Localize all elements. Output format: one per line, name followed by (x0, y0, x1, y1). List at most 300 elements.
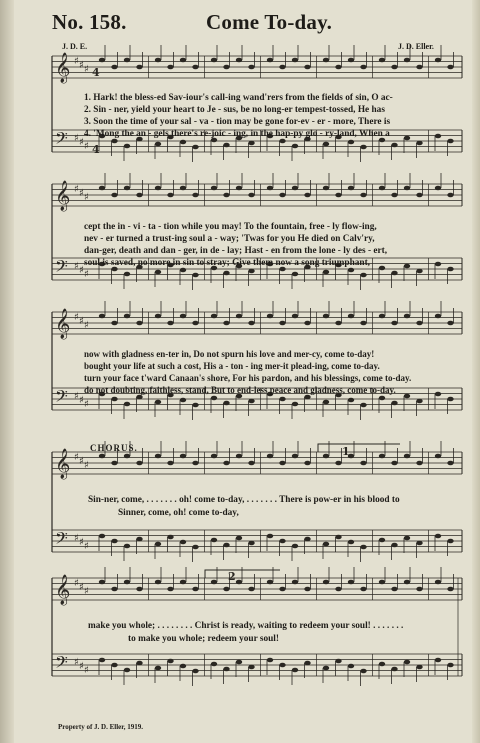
note-head (323, 454, 329, 459)
note-head (192, 321, 198, 326)
note-head (155, 314, 161, 319)
note-head (360, 65, 366, 70)
music-credit: J. D. Eller. (398, 42, 434, 51)
note-head (136, 461, 142, 466)
note-head (279, 461, 285, 466)
sharp-icon: ♯ (74, 657, 79, 668)
note-head (379, 662, 385, 667)
note-head (111, 663, 117, 668)
sharp-icon: ♯ (84, 665, 89, 676)
note-head (279, 397, 285, 402)
note-head (279, 321, 285, 326)
note-head (360, 669, 366, 674)
note-head (379, 186, 385, 191)
copyright-footer: Property of J. D. Eller, 1919. (58, 723, 143, 731)
hymn-title: Come To-day. (206, 10, 333, 34)
note-head (379, 396, 385, 401)
note-head (292, 454, 298, 459)
note-head (279, 539, 285, 544)
note-head (223, 587, 229, 592)
note-head (136, 65, 142, 70)
note-head (416, 321, 422, 326)
sharp-icon: ♯ (79, 582, 84, 593)
sharp-icon: ♯ (79, 188, 84, 199)
lyric-line: soul is saved, no more in sin to stray; Give them now a song triumphant, (84, 258, 370, 268)
note-head (348, 664, 354, 669)
note-head (304, 537, 310, 542)
note-head (323, 142, 329, 147)
note-head (111, 193, 117, 198)
note-head (124, 402, 130, 407)
note-head (360, 461, 366, 466)
note-head (304, 587, 310, 592)
note-head (360, 321, 366, 326)
note-head (155, 58, 161, 63)
note-head (248, 587, 254, 592)
note-head (248, 399, 254, 404)
note-head (180, 580, 186, 585)
note-head (211, 396, 217, 401)
note-head (192, 545, 198, 550)
note-head (99, 534, 105, 539)
note-head (155, 454, 161, 459)
note-head (155, 270, 161, 275)
note-head (211, 538, 217, 543)
note-head (236, 454, 242, 459)
note-head (267, 314, 273, 319)
note-head (292, 544, 298, 549)
note-head (99, 658, 105, 663)
note-head (124, 144, 130, 149)
note-head (348, 58, 354, 63)
note-head (323, 58, 329, 63)
lyric-line: turn your face t'ward Canaan's shore, For his pardon, and his blessings, come to-day. (84, 373, 412, 383)
note-head (435, 392, 441, 397)
note-head (223, 271, 229, 276)
note-head (167, 461, 173, 466)
bass-clef-icon: 𝄢 (55, 386, 68, 410)
note-head (236, 314, 242, 319)
note-head (111, 65, 117, 70)
note-head (124, 58, 130, 63)
note-head (279, 65, 285, 70)
bass-clef-icon: 𝄢 (55, 256, 68, 280)
note-head (180, 140, 186, 145)
note-head (124, 186, 130, 191)
note-head (304, 661, 310, 666)
note-head (124, 454, 130, 459)
note-head (292, 668, 298, 673)
volta-1-label: 1 (342, 445, 350, 458)
note-head (155, 666, 161, 671)
note-head (267, 186, 273, 191)
sharp-icon: ♯ (74, 184, 79, 195)
sharp-icon: ♯ (84, 269, 89, 280)
bass-clef-icon: 𝄢 (55, 128, 68, 152)
note-head (416, 587, 422, 592)
note-head (335, 587, 341, 592)
note-head (180, 398, 186, 403)
volta-2-bracket (205, 570, 280, 578)
note-head (223, 461, 229, 466)
note-head (435, 534, 441, 539)
note-head (416, 399, 422, 404)
note-head (180, 58, 186, 63)
note-head (304, 321, 310, 326)
lyric-line: 2. Sin - ner, yield your heart to Je - sus, be no long-er tempest-tossed, He has (84, 105, 385, 115)
note-head (391, 667, 397, 672)
note-head (292, 58, 298, 63)
verse-block-2 (84, 221, 387, 269)
note-head (379, 580, 385, 585)
note-head (404, 58, 410, 63)
note-head (248, 461, 254, 466)
note-head (192, 403, 198, 408)
note-head (211, 314, 217, 319)
note-head (279, 663, 285, 668)
note-head (124, 544, 130, 549)
note-head (447, 267, 453, 272)
note-head (360, 403, 366, 408)
note-head (435, 658, 441, 663)
hymn-number: No. 158. (52, 10, 127, 34)
note-head (267, 658, 273, 663)
note-head (416, 541, 422, 546)
note-head (404, 660, 410, 665)
verse-block-1 (84, 92, 393, 140)
note-head (223, 401, 229, 406)
note-head (416, 461, 422, 466)
note-head (447, 321, 453, 326)
note-head (360, 587, 366, 592)
words-credit: J. D. E. (62, 42, 88, 51)
note-head (279, 193, 285, 198)
note-head (391, 193, 397, 198)
treble-clef-icon: 𝄞 (55, 575, 71, 605)
note-head (391, 401, 397, 406)
note-head (379, 58, 385, 63)
sharp-icon: ♯ (84, 141, 89, 152)
chorus-label: CHORUS. (90, 443, 138, 453)
note-head (223, 543, 229, 548)
chorus-lyrics-1b (118, 507, 239, 519)
lyric-line: Sin-ner, come, . . . . . . . oh! come to-day, . . . . . . . There is pow-er in his blood to (88, 495, 400, 505)
note-head (404, 580, 410, 585)
note-head (111, 397, 117, 402)
sharp-icon: ♯ (74, 578, 79, 589)
lyric-line: 1. Hark! the bless-ed Sav-iour's call-ing wand'rers from the fields of sin, O ac- (84, 93, 393, 103)
note-head (136, 661, 142, 666)
sharp-icon: ♯ (74, 261, 79, 272)
note-head (435, 262, 441, 267)
note-head (180, 186, 186, 191)
lyric-line: cept the in - vi - ta - tion while you may! To the fountain, free - ly flow-ing, (84, 222, 377, 232)
treble-clef-icon: 𝄞 (55, 53, 71, 83)
note-head (236, 580, 242, 585)
note-head (248, 665, 254, 670)
note-head (167, 587, 173, 592)
note-head (111, 321, 117, 326)
sharp-icon: ♯ (84, 192, 89, 203)
note-head (391, 461, 397, 466)
note-head (323, 314, 329, 319)
sharp-icon: ♯ (84, 64, 89, 75)
note-head (404, 264, 410, 269)
lyric-line: do not doubting, faithless, stand, But to end-less peace and gladness, come to-day. (84, 385, 396, 395)
note-head (416, 269, 422, 274)
sharp-icon: ♯ (84, 586, 89, 597)
note-head (379, 314, 385, 319)
note-head (155, 542, 161, 547)
note-head (348, 314, 354, 319)
note-head (99, 314, 105, 319)
note-head (391, 543, 397, 548)
chorus-lyrics-2b (128, 633, 279, 645)
note-head (167, 65, 173, 70)
treble-clef-icon: 𝄞 (55, 309, 71, 339)
note-head (248, 65, 254, 70)
note-head (180, 454, 186, 459)
treble-clef-icon: 𝄞 (55, 181, 71, 211)
note-head (136, 587, 142, 592)
note-head (391, 143, 397, 148)
note-head (136, 321, 142, 326)
note-head (248, 193, 254, 198)
note-head (391, 587, 397, 592)
sharp-icon: ♯ (84, 320, 89, 331)
note-head (304, 65, 310, 70)
note-head (348, 140, 354, 145)
chorus-lyrics-1 (88, 494, 400, 506)
lyric-line: to make you whole; redeem your soul! (128, 634, 279, 644)
note-head (167, 321, 173, 326)
note-head (111, 539, 117, 544)
note-head (360, 273, 366, 278)
note-head (447, 663, 453, 668)
lyric-line: dan-ger, death and dan - ger, in de - lay; Hast - en from the lone - ly des - ert, (84, 246, 388, 256)
note-head (223, 65, 229, 70)
note-head (323, 666, 329, 671)
volta-1-bracket (318, 444, 400, 452)
sharp-icon: ♯ (74, 533, 79, 544)
note-head (447, 193, 453, 198)
note-head (236, 58, 242, 63)
note-head (155, 186, 161, 191)
sharp-icon: ♯ (84, 541, 89, 552)
note-head (335, 659, 341, 664)
sharp-icon: ♯ (79, 265, 84, 276)
note-head (447, 539, 453, 544)
note-head (155, 142, 161, 147)
note-head (111, 587, 117, 592)
lyric-line: now with gladness en-ter in, Do not spurn his love and mer-cy, come to-day! (84, 349, 375, 359)
note-head (248, 321, 254, 326)
note-head (360, 145, 366, 150)
note-head (391, 65, 397, 70)
note-head (192, 145, 198, 150)
note-head (124, 668, 130, 673)
note-head (447, 139, 453, 144)
lyric-line: Sinner, come, oh! come to-day, (118, 508, 239, 518)
note-head (323, 542, 329, 547)
note-head (99, 580, 105, 585)
sharp-icon: ♯ (84, 460, 89, 471)
sharp-icon: ♯ (79, 60, 84, 71)
treble-clef-icon: 𝄞 (55, 449, 71, 479)
note-head (391, 271, 397, 276)
note-head (99, 186, 105, 191)
note-head (335, 193, 341, 198)
note-head (192, 193, 198, 198)
note-head (124, 580, 130, 585)
note-head (335, 65, 341, 70)
lyric-line: make you whole; . . . . . . . . Christ is ready, waiting to redeem your soul! . . . . . . . (88, 621, 404, 631)
note-head (192, 461, 198, 466)
note-head (136, 193, 142, 198)
sharp-icon: ♯ (74, 56, 79, 67)
note-head (360, 545, 366, 550)
note-head (248, 269, 254, 274)
note-head (211, 186, 217, 191)
note-head (391, 321, 397, 326)
note-head (279, 587, 285, 592)
note-head (180, 314, 186, 319)
note-head (348, 540, 354, 545)
note-head (416, 665, 422, 670)
note-head (323, 186, 329, 191)
note-head (323, 270, 329, 275)
note-head (404, 454, 410, 459)
note-head (223, 321, 229, 326)
note-head (236, 186, 242, 191)
note-head (223, 193, 229, 198)
note-head (167, 659, 173, 664)
note-head (379, 454, 385, 459)
note-head (211, 580, 217, 585)
note-head (267, 534, 273, 539)
chorus-lyrics-2 (88, 620, 403, 632)
note-head (248, 541, 254, 546)
note-head (335, 535, 341, 540)
note-head (416, 65, 422, 70)
note-head (435, 58, 441, 63)
bass-clef-icon: 𝄢 (55, 652, 68, 676)
note-head (155, 400, 161, 405)
sharp-icon: ♯ (79, 456, 84, 467)
note-head (447, 65, 453, 70)
note-head (267, 58, 273, 63)
note-head (435, 454, 441, 459)
sharp-icon: ♯ (74, 312, 79, 323)
note-head (435, 314, 441, 319)
note-head (416, 193, 422, 198)
note-head (323, 400, 329, 405)
note-head (435, 186, 441, 191)
sharp-icon: ♯ (79, 395, 84, 406)
sharp-icon: ♯ (74, 391, 79, 402)
note-head (348, 186, 354, 191)
note-head (180, 540, 186, 545)
volta-2-label: 2 (228, 570, 236, 583)
note-head (323, 580, 329, 585)
note-head (180, 664, 186, 669)
sharp-icon: ♯ (74, 133, 79, 144)
note-head (292, 272, 298, 277)
note-head (435, 580, 441, 585)
note-head (292, 402, 298, 407)
sharp-icon: ♯ (79, 661, 84, 672)
note-head (192, 273, 198, 278)
note-head (223, 667, 229, 672)
note-head (335, 321, 341, 326)
note-head (192, 65, 198, 70)
note-head (379, 538, 385, 543)
note-head (416, 141, 422, 146)
sharp-icon: ♯ (79, 316, 84, 327)
note-head (335, 461, 341, 466)
note-head (447, 397, 453, 402)
note-head (447, 461, 453, 466)
note-head (292, 580, 298, 585)
lyric-line: nev - er turned a trust-ing soul a - way; 'Twas for you He died on Calv'ry, (84, 234, 375, 244)
note-head (136, 537, 142, 542)
note-head (124, 272, 130, 277)
note-head (236, 660, 242, 665)
note-head (292, 186, 298, 191)
note-head (211, 58, 217, 63)
note-head (211, 662, 217, 667)
lyric-line: 4. 'Mong the an - gels there's re-joic - ing, in the hap-py glo - ry-land, When a (84, 129, 390, 139)
note-head (99, 454, 105, 459)
note-head (155, 580, 161, 585)
note-head (192, 669, 198, 674)
note-head (167, 193, 173, 198)
note-head (447, 587, 453, 592)
note-head (348, 398, 354, 403)
note-head (236, 536, 242, 541)
note-head (348, 580, 354, 585)
note-head (167, 535, 173, 540)
note-head (404, 186, 410, 191)
note-head (211, 454, 217, 459)
note-head (304, 193, 310, 198)
note-head (248, 141, 254, 146)
note-head (435, 134, 441, 139)
time-signature: 4 (92, 66, 100, 79)
note-head (192, 587, 198, 592)
note-head (267, 580, 273, 585)
sharp-icon: ♯ (74, 452, 79, 463)
note-head (404, 136, 410, 141)
note-head (304, 461, 310, 466)
note-head (267, 454, 273, 459)
note-head (404, 536, 410, 541)
note-head (404, 314, 410, 319)
lyric-line: 3. Soon the time of your sal - va - tion may be gone for-ev - er - more, There is (84, 117, 391, 127)
note-head (360, 193, 366, 198)
sharp-icon: ♯ (79, 137, 84, 148)
sharp-icon: ♯ (84, 399, 89, 410)
note-head (292, 314, 298, 319)
note-head (223, 143, 229, 148)
bass-clef-icon: 𝄢 (55, 528, 68, 552)
time-signature: 4 (92, 143, 100, 156)
verse-block-3 (84, 348, 411, 396)
note-head (99, 58, 105, 63)
note-head (124, 314, 130, 319)
note-head (111, 461, 117, 466)
sharp-icon: ♯ (79, 537, 84, 548)
